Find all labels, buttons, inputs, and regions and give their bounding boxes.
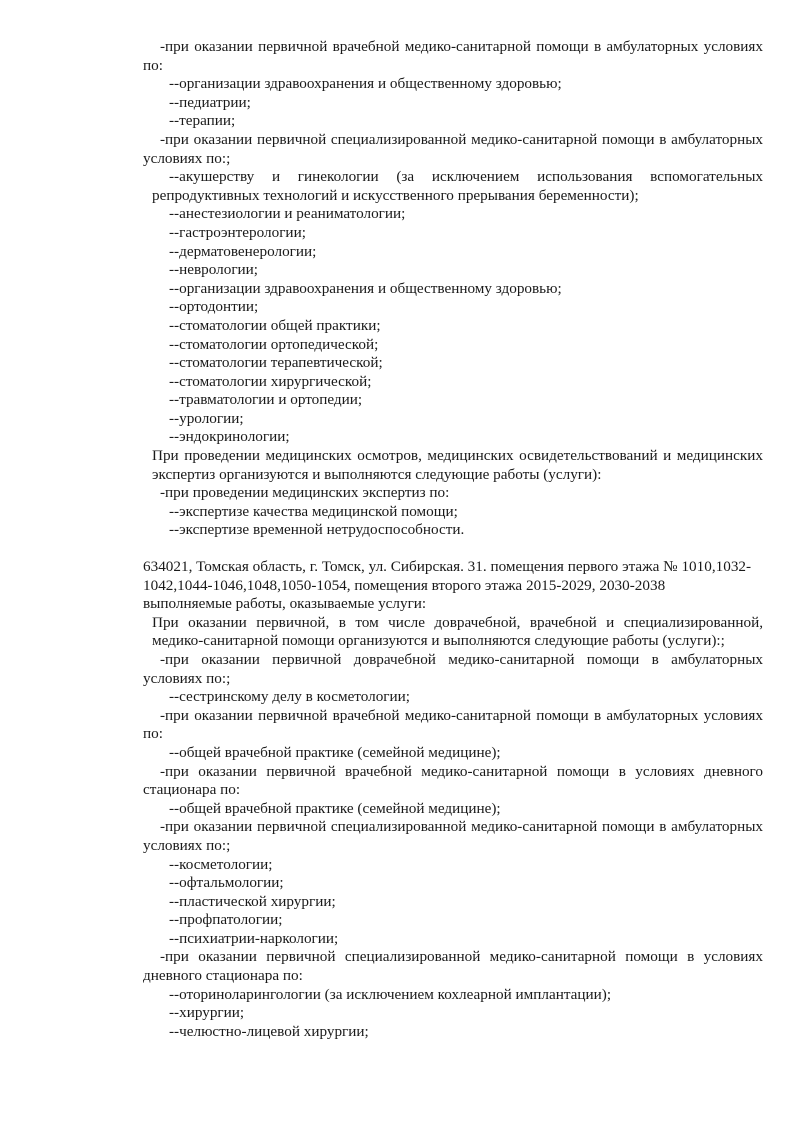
service-item: --травматологии и ортопедии; — [169, 391, 363, 409]
service-item: --эндокринологии; — [169, 428, 290, 446]
services-section-1 — [143, 38, 763, 540]
service-item: --организации здравоохранения и общественному здоровью; — [169, 75, 562, 93]
service-item: --профпатологии; — [169, 911, 283, 929]
service-item: --дерматовенерологии; — [169, 242, 317, 260]
service-item: --общей врачебной практике (семейной медицине); — [169, 799, 501, 817]
service-item: --педиатрии; — [169, 93, 251, 111]
address: 634021, Томская область, г. Томск, ул. Сибирская. 31. помещения первого этажа № 1010,1032-1042,1044-1046,1048,1050-1054, помещения второго этажа 2015-2029, 2030-2038 — [143, 558, 752, 594]
service-item: --стоматологии ортопедической; — [169, 335, 379, 353]
service-item: --стоматологии хирургической; — [169, 372, 372, 390]
service-item: --офтальмологии; — [169, 874, 284, 892]
subsection-heading: -при оказании первичной врачебной медико-санитарной помощи в условиях дневного стационара по: — [143, 762, 763, 799]
service-item: --оториноларингологии (за исключением кохлеарной имплантации); — [169, 985, 612, 1003]
service-item: --урологии; — [169, 409, 244, 427]
services-label: выполняемые работы, оказываемые услуги: — [143, 595, 427, 613]
services-list — [143, 614, 763, 1042]
services-section-2 — [143, 558, 763, 1041]
subsection-heading: -при оказании первичной врачебной медико-санитарной помощи в амбулаторных условиях по: — [143, 38, 763, 74]
service-item: --сестринскому делу в косметологии; — [169, 688, 411, 706]
subsection-heading: -при проведении медицинских экспертиз по: — [160, 484, 450, 502]
service-item: --организации здравоохранения и общественному здоровью; — [169, 279, 562, 297]
service-item: --хирургии; — [169, 1004, 245, 1022]
service-item: --гастроэнтерологии; — [169, 223, 306, 241]
subsection-heading: -при оказании первичной специализированной медико-санитарной помощи в амбулаторных условиях по:; — [143, 818, 763, 854]
service-item: --экспертизе временной нетрудоспособности. — [169, 521, 465, 539]
subsection-heading: -при оказании первичной врачебной медико-санитарной помощи в амбулаторных условиях по: — [143, 706, 763, 743]
subsection-heading: -при оказании первичной специализированной медико-санитарной помощи в амбулаторных условиях по:; — [143, 130, 763, 167]
service-item: --стоматологии терапевтической; — [169, 354, 383, 372]
service-item: --терапии; — [169, 112, 236, 130]
service-item: --психиатрии-наркологии; — [169, 929, 339, 947]
service-item: --анестезиологии и реаниматологии; — [169, 205, 406, 223]
subsection-heading: -при оказании первичной доврачебной медико-санитарной помощи в амбулаторных условиях по:; — [143, 650, 763, 687]
service-item: --стоматологии общей практики; — [169, 316, 381, 334]
service-item: --неврологии; — [169, 261, 259, 279]
service-item: --ортодонтии; — [169, 298, 259, 316]
paragraph-heading: При проведении медицинских осмотров, медицинских освидетельствований и медицинских экспертиз организуются и выполняются следующие работы (услуги): — [152, 447, 763, 483]
paragraph-heading: При оказании первичной, в том числе доврачебной, врачебной и специализированной, медико-санитарной помощи организуются и выполняются следующие работы (услуги):; — [152, 613, 763, 650]
subsection-heading: -при оказании первичной специализированной медико-санитарной помощи в условиях дневного стационара по: — [143, 948, 763, 985]
service-item: --косметологии; — [169, 855, 273, 873]
service-item: --общей врачебной практике (семейной медицине); — [169, 743, 501, 761]
service-item: --экспертизе качества медицинской помощи; — [169, 502, 458, 520]
service-item: --челюстно-лицевой хирургии; — [169, 1022, 369, 1040]
service-item: --пластической хирургии; — [169, 892, 336, 910]
service-item: --акушерству и гинекологии (за исключением использования вспомогательных репродуктивных технологий и искусственного прерывания беременности); — [152, 168, 763, 204]
